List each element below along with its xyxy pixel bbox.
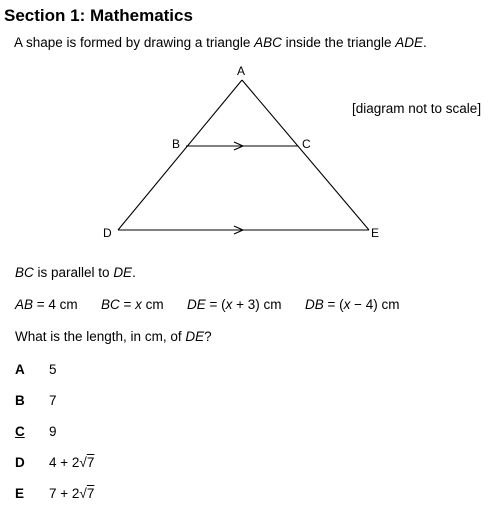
vertex-c: C	[302, 137, 311, 151]
question-intro: A shape is formed by drawing a triangle ABC inside the triangle ADE.	[14, 35, 427, 50]
parallel-statement: BC is parallel to DE.	[15, 265, 136, 280]
option-a-letter[interactable]: A	[15, 362, 25, 377]
given-bc: BC = x cm	[101, 297, 164, 312]
vertex-d: D	[103, 226, 112, 240]
section-title: Section 1: Mathematics	[4, 6, 193, 25]
diagram-note: [diagram not to scale]	[352, 101, 482, 116]
vertex-e: E	[371, 226, 380, 240]
vertex-b: B	[172, 137, 181, 151]
given-ab: AB = 4 cm	[15, 297, 78, 312]
given-de: DE = (x + 3) cm	[187, 297, 282, 312]
option-d-text[interactable]: 4 + 2√7	[49, 455, 95, 470]
option-c-letter[interactable]: C	[15, 424, 25, 439]
option-c-text[interactable]: 9	[49, 424, 57, 439]
side-ad	[118, 80, 242, 230]
side-ae	[242, 80, 369, 230]
given-db: DB = (x − 4) cm	[305, 297, 400, 312]
option-e-letter[interactable]: E	[15, 486, 25, 501]
option-e-text[interactable]: 7 + 2√7	[49, 486, 95, 501]
option-a-text[interactable]: 5	[49, 362, 57, 377]
option-d-letter[interactable]: D	[15, 455, 25, 470]
vertex-a: A	[237, 64, 246, 78]
option-b-text[interactable]: 7	[49, 393, 57, 408]
question-text: What is the length, in cm, of DE?	[15, 329, 212, 344]
option-b-letter[interactable]: B	[15, 393, 25, 408]
